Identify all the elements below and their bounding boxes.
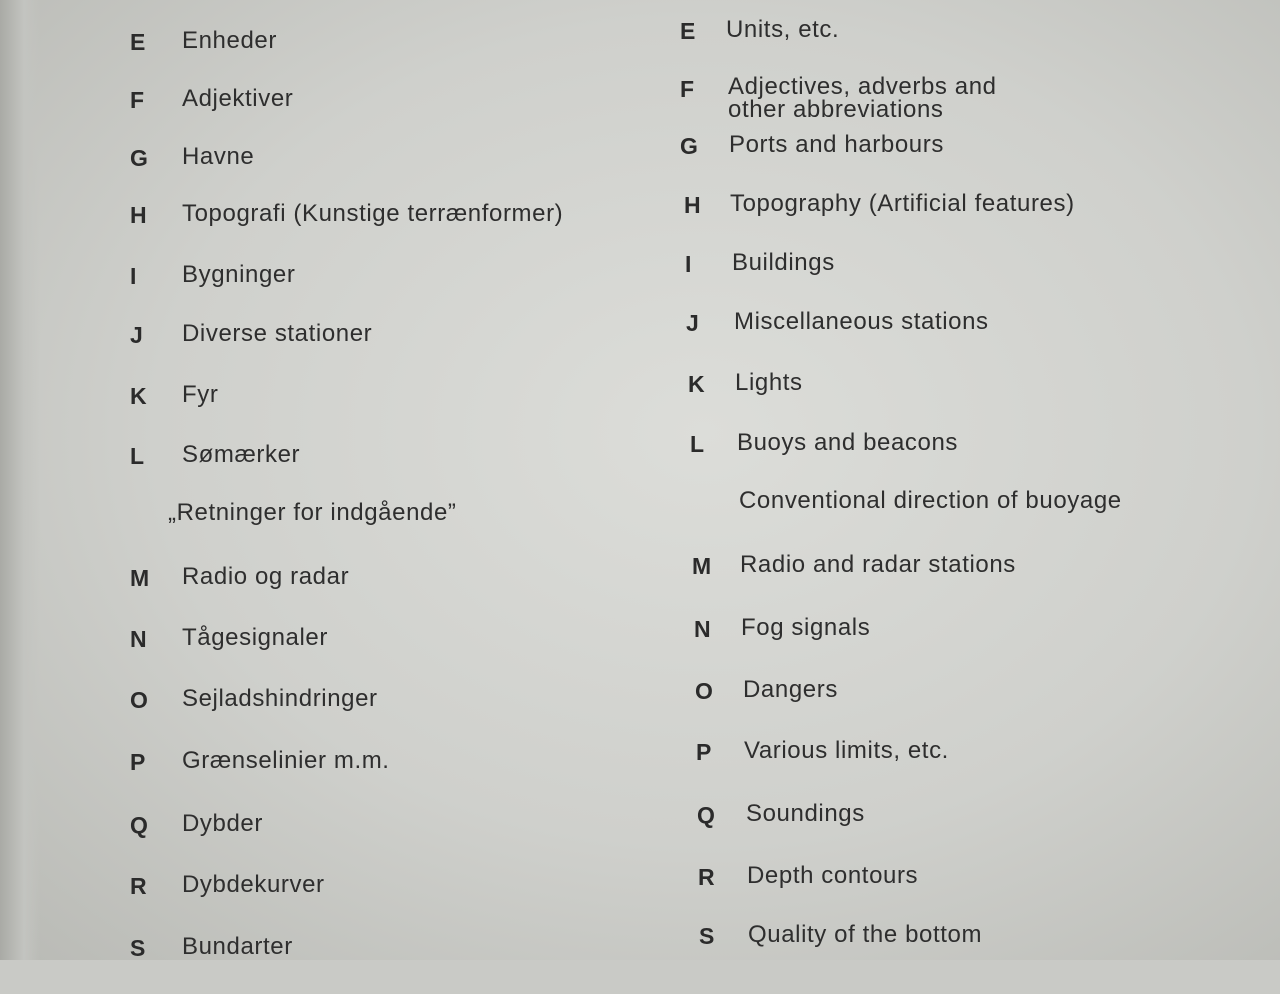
section-letter: E — [130, 29, 146, 55]
section-letter: G — [680, 133, 698, 159]
section-letter: S — [130, 935, 146, 961]
english-entry-i — [680, 250, 1240, 310]
section-title: Dybder — [182, 810, 263, 837]
english-entry-s — [680, 922, 1240, 982]
danish-entry-n — [130, 625, 690, 685]
section-letter: Q — [697, 802, 715, 828]
danish-entry-buoyage — [130, 500, 690, 560]
english-entry-buoyage — [680, 488, 1240, 548]
english-entry-f — [680, 75, 1240, 135]
section-letter: R — [130, 873, 147, 899]
section-title: Tågesignaler — [182, 624, 328, 651]
danish-entry-q — [130, 811, 690, 871]
danish-entry-p — [130, 748, 690, 808]
section-title: Quality of the bottom — [748, 921, 983, 948]
section-title: Diverse stationer — [182, 320, 373, 347]
english-entry-n — [680, 615, 1240, 675]
section-letter: P — [130, 749, 146, 775]
section-letter: R — [698, 864, 715, 890]
section-letter: F — [130, 87, 145, 113]
section-letter: I — [685, 251, 692, 277]
section-title: Depth contours — [747, 862, 919, 889]
section-title: Sømærker — [182, 441, 301, 468]
section-title: Conventional direction of buoyage — [739, 487, 1122, 514]
section-title: Dybdekurver — [182, 871, 325, 898]
danish-entry-i — [130, 262, 690, 322]
section-title: Grænselinier m.m. — [182, 747, 390, 774]
section-title: Sejladshindringer — [182, 685, 378, 712]
section-letter: M — [130, 565, 150, 591]
danish-column — [130, 0, 690, 960]
page-fold-shadow — [0, 0, 40, 960]
danish-entry-s — [130, 934, 690, 994]
danish-entry-m — [130, 564, 690, 624]
danish-entry-o — [130, 686, 690, 746]
english-entry-k — [680, 370, 1240, 430]
section-title: Radio og radar — [182, 563, 350, 590]
danish-entry-f — [130, 86, 690, 146]
section-title: Various limits, etc. — [744, 737, 949, 764]
section-title: Adjektiver — [182, 85, 294, 112]
english-entry-e — [680, 17, 1240, 77]
section-letter: I — [130, 263, 137, 289]
section-title: Lights — [735, 369, 803, 396]
section-letter: L — [690, 431, 705, 457]
section-letter: H — [684, 192, 701, 218]
english-entry-g — [680, 132, 1240, 192]
section-letter: S — [699, 923, 715, 949]
section-title: Units, etc. — [726, 16, 840, 43]
danish-entry-r — [130, 872, 690, 932]
section-title: Ports and harbours — [729, 131, 944, 158]
section-title: Fyr — [182, 381, 219, 408]
section-title: Havne — [182, 143, 255, 170]
section-letter: G — [130, 145, 148, 171]
section-title: Adjectives, adverbs and other abbreviations — [728, 73, 997, 123]
section-letter: M — [692, 553, 712, 579]
section-letter: J — [686, 310, 699, 336]
section-letter: K — [130, 383, 147, 409]
section-title: „Retninger for indgående” — [168, 499, 457, 526]
danish-entry-g — [130, 144, 690, 204]
section-title: Miscellaneous stations — [734, 308, 989, 335]
section-title: Dangers — [743, 676, 838, 703]
section-letter: H — [130, 202, 147, 228]
section-title: Topografi (Kunstige terrænformer) — [182, 200, 564, 227]
section-title: Buoys and beacons — [737, 429, 959, 456]
section-title: Soundings — [746, 800, 865, 827]
section-letter: K — [688, 371, 705, 397]
english-entry-p — [680, 738, 1240, 798]
section-title: Fog signals — [741, 614, 871, 641]
section-title: Bygninger — [182, 261, 296, 288]
section-letter: Q — [130, 812, 148, 838]
danish-entry-e — [130, 28, 690, 88]
section-letter: N — [694, 616, 711, 642]
english-entry-l — [680, 430, 1240, 490]
section-letter: O — [695, 678, 713, 704]
section-letter: L — [130, 443, 145, 469]
english-entry-j — [680, 309, 1240, 369]
section-letter: J — [130, 322, 143, 348]
english-entry-h — [680, 191, 1240, 251]
danish-entry-l — [130, 442, 690, 502]
danish-entry-k — [130, 382, 690, 442]
section-letter: O — [130, 687, 148, 713]
section-title: Topography (Artificial features) — [730, 190, 1075, 217]
section-letter: N — [130, 626, 147, 652]
section-title: Enheder — [182, 27, 277, 54]
danish-entry-j — [130, 321, 690, 381]
section-letter: E — [680, 18, 696, 44]
section-letter: F — [680, 76, 695, 102]
section-title: Bundarter — [182, 933, 293, 960]
english-column — [680, 0, 1240, 960]
english-entry-q — [680, 801, 1240, 861]
english-entry-r — [680, 863, 1240, 923]
section-letter: P — [696, 739, 712, 765]
danish-entry-h — [130, 201, 690, 261]
section-title: Radio and radar stations — [740, 551, 1016, 578]
english-entry-o — [680, 677, 1240, 737]
section-title: Buildings — [732, 249, 835, 276]
english-entry-m — [680, 552, 1240, 612]
